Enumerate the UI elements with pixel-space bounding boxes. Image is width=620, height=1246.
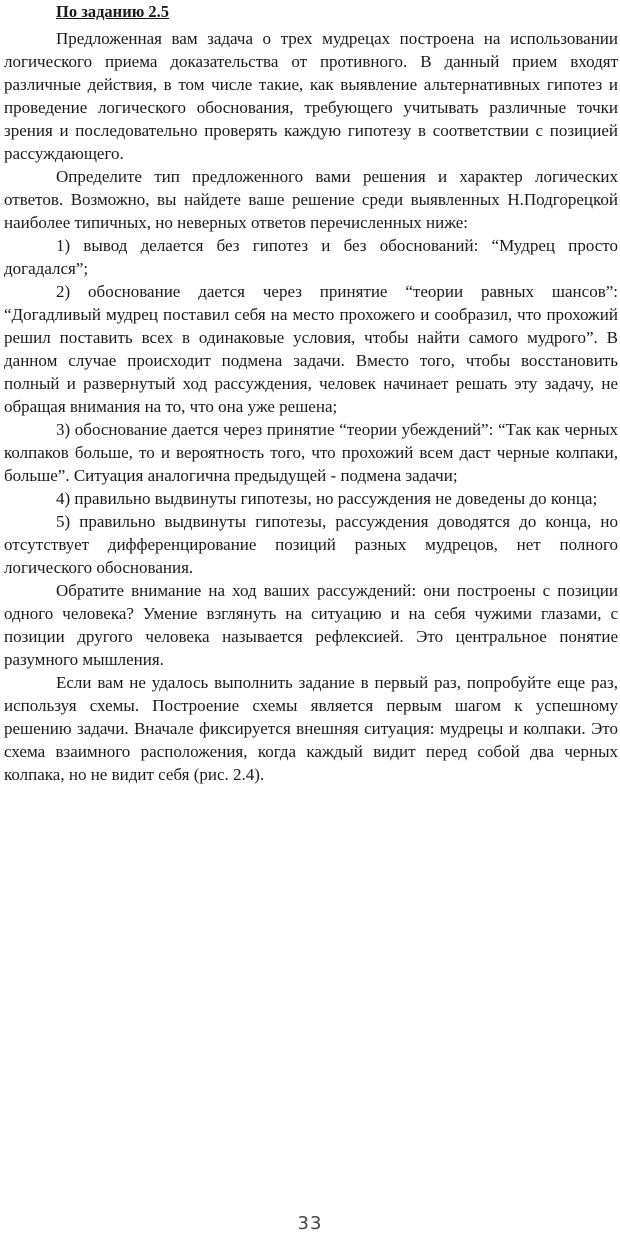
paragraph-schema: Если вам не удалось выполнить задание в первый раз, попробуйте еще раз, используя схемы. Построение схемы является первым шагом к успешному решению задачи. Вначале фиксируется внешняя ситуация: мудрецы и колпаки. Это схема взаимного расположения, когда каждый видит перед собой два черных колпака, но не видит себя (рис. 2.4). — [4, 673, 618, 784]
paragraph-item-2: 2) обоснование дается через принятие “теории равных шансов”: “Догадливый мудрец поставил себя на место прохожего и сообразил, что прохожий решил поставить всех в одинаковые условия, чтобы найти самого мудрого”. В данном случае происходит подмена задачи. Вместо того, чтобы восстановить полный и развернутый ход рассуждения, человек начинает решать эту задачу, не обращая внимания на то, что она уже решена; — [4, 282, 618, 416]
page-number: 33 — [297, 1213, 323, 1234]
paragraph-item-1: 1) вывод делается без гипотез и без обоснований: “Мудрец просто догадался”; — [4, 236, 618, 278]
paragraph-item-5: 5) правильно выдвинуты гипотезы, рассуждения доводятся до конца, но отсутствует дифференцирование позиций разных мудрецов, нет полного логического обоснования. — [4, 512, 618, 577]
paragraph-reflection: Обратите внимание на ход ваших рассуждений: они построены с позиции одного человека? Умение взглянуть на ситуацию и на себя чужими глазами, с позиции другого человека называется рефлексией. Это центральное понятие разумного мышления. — [4, 581, 618, 669]
paragraph-item-4: 4) правильно выдвинуты гипотезы, но рассуждения не доведены до конца; — [56, 489, 598, 508]
paragraph-task: Определите тип предложенного вами решения и характер логических ответов. Возможно, вы найдете ваше решение среди выявленных Н.Подгорецкой наиболее типичных, но неверных ответов перечисленных ниже: — [4, 167, 618, 232]
paragraph-item-3: 3) обоснование дается через принятие “теории убеждений”: “Так как черных колпаков больше, то и вероятность того, что прохожий всем даст черные колпаки, больше”. Ситуация аналогична предыдущей - подмена задачи; — [4, 420, 618, 485]
section-heading: По заданию 2.5 — [56, 2, 170, 21]
body-text — [4, 27, 618, 786]
paragraph-intro: Предложенная вам задача о трех мудрецах построена на использовании логического приема доказательства от противного. В данный прием входят различные действия, в том числе такие, как выявление альтернативных гипотез и проведение логического обоснования, требующего учитывать различные точки зрения и последовательно проверять каждую гипотезу в соответствии с позицией рассуждающего. — [4, 29, 618, 163]
